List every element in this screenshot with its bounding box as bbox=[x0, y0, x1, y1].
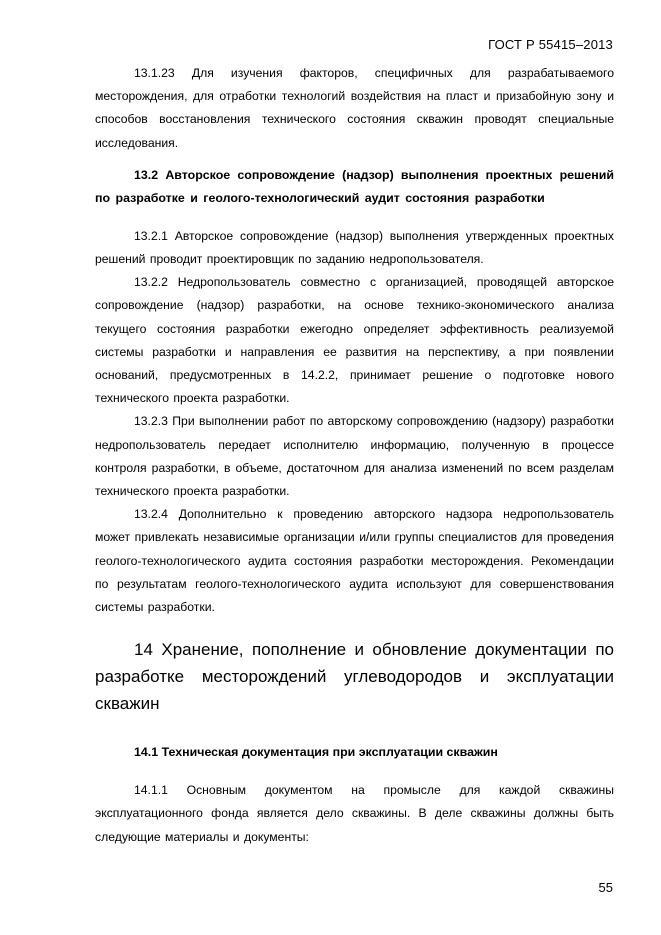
paragraph-text: Недропользователь совместно с организацией, проводящей авторское сопровождение (надзор) разработки, на основе технико-экономического анализа текущего состояния разработки ежегодно определяет эффективность реализуемой системы разработки и направления ее развития на перспективу, а при появлении оснований, предусмотренных в 14.2.2, принимает решение о подготовке нового технического проекта разработки. bbox=[95, 275, 614, 406]
heading-text: Техническая документация при эксплуатации скважин bbox=[161, 745, 498, 760]
paragraph-text: Основным документом на промысле для каждой скважины эксплуатационного фонда является дело скважины. В деле скважины должны быть следующие материалы и документы: bbox=[95, 783, 614, 844]
paragraph-13-2-4 bbox=[95, 503, 614, 619]
paragraph-number: 13.2.1 bbox=[134, 228, 168, 243]
heading-number: 14.1 bbox=[134, 745, 159, 760]
page-number: 55 bbox=[598, 880, 613, 895]
paragraph-number: 14.1.1 bbox=[134, 783, 168, 798]
paragraph-13-2-2 bbox=[95, 271, 614, 410]
heading-14-1 bbox=[95, 742, 614, 762]
paragraph-number: 13.2.3 bbox=[134, 414, 168, 429]
heading-text: Хранение, пополнение и обновление документации по разработке месторождений углеводородов и эксплуатации скважин bbox=[95, 640, 614, 714]
paragraph-number: 13.1.23 bbox=[134, 66, 175, 80]
heading-14 bbox=[95, 636, 614, 717]
paragraph-13-2-3 bbox=[95, 410, 614, 503]
paragraph-13-1-23 bbox=[95, 62, 614, 155]
heading-13-2 bbox=[95, 164, 614, 210]
page-header-standard: ГОСТ Р 55415–2013 bbox=[488, 37, 613, 52]
paragraph-14-1-1 bbox=[95, 779, 614, 849]
paragraph-text: Для изучения факторов, специфичных для разрабатываемого месторождения, для отработки технологий воздействия на пласт и призабойную зону и способов восстановления технического состояния скважин проводят специальные исследования. bbox=[95, 66, 615, 150]
paragraph-text: Дополнительно к проведению авторского надзора недропользователь может привлекать независимые организации и/или группы специалистов для проведения геолого-технологического аудита состояния разработки месторождения. Рекомендации по результатам геолого-технологического аудита используют для совершенствования системы разработки. bbox=[95, 507, 614, 615]
paragraph-13-2-1 bbox=[95, 225, 614, 271]
page-content bbox=[95, 62, 614, 849]
paragraph-text: При выполнении работ по авторскому сопровождению (надзору) разработки недропользователь передает исполнителю информацию, полученную в процессе контроля разработки, в объеме, достаточном для анализа изменений по всем разделам технического проекта разработки. bbox=[95, 414, 614, 499]
paragraph-number: 13.2.2 bbox=[134, 275, 168, 290]
heading-number: 13.2 bbox=[134, 167, 159, 182]
heading-text: Авторское сопровождение (надзор) выполнения проектных решений по разработке и геолого-технологический аудит состояния разработки bbox=[95, 167, 614, 205]
paragraph-number: 13.2.4 bbox=[134, 507, 168, 522]
paragraph-text: Авторское сопровождение (надзор) выполнения утвержденных проектных решений проводит проектировщик по заданию недропользователя. bbox=[95, 228, 615, 267]
heading-number: 14 bbox=[134, 640, 153, 660]
